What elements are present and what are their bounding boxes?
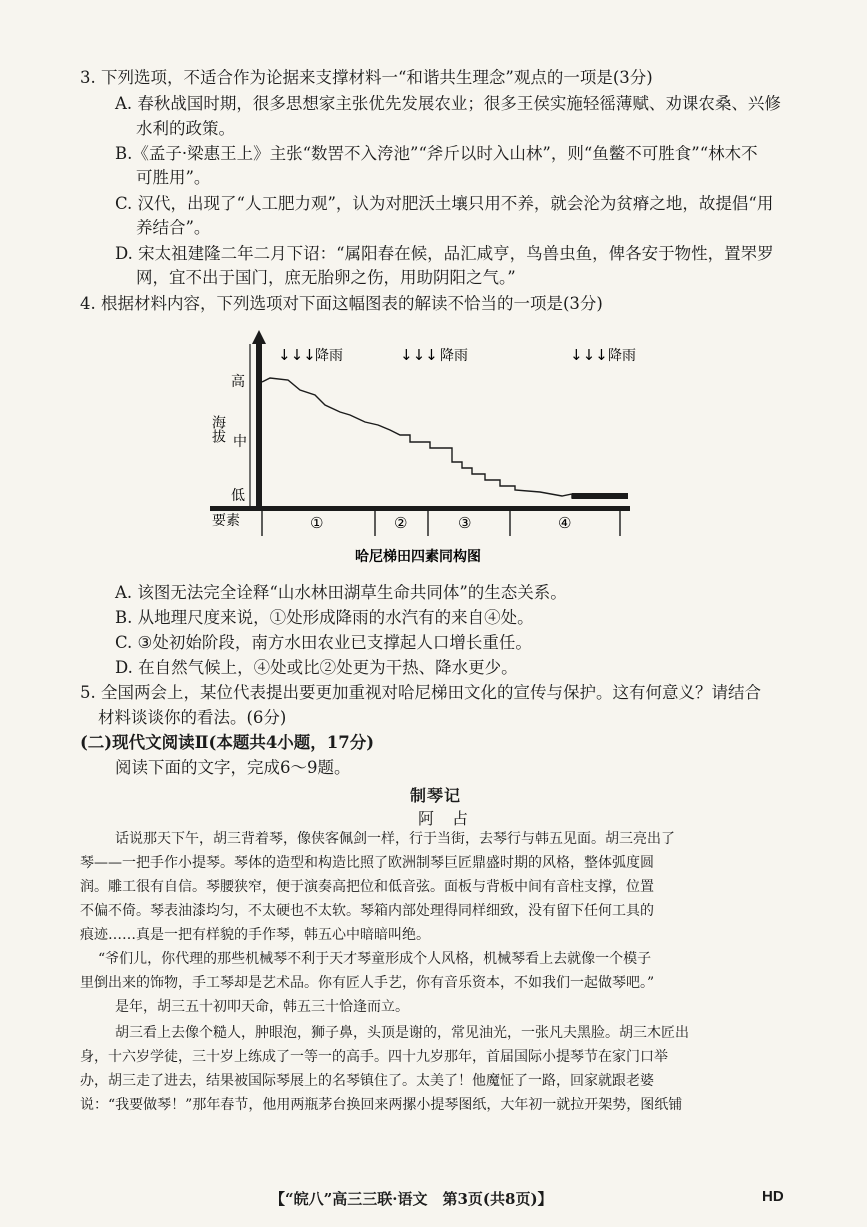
zone-4: ④ [558, 514, 572, 532]
q5-stem-cont: 材料谈谈你的看法。(6分) [98, 708, 287, 727]
story-line: 身，十六岁学徒，三十岁上练成了一等一的高手。四十九岁那年，首届国际小提琴节在家门口举 [80, 1049, 668, 1065]
story-line: 是年，胡三五十初叩天命，韩五三十恰逢而立。 [115, 999, 409, 1015]
story-line: 里倒出来的饰物，手工琴却是艺术品。你有匠人手艺，你有音乐资本，不如我们一起做琴吧。” [80, 975, 655, 991]
zone-1: ① [310, 514, 324, 532]
y-tick-high: 高 [231, 374, 245, 390]
story-line: 说：“我要做琴！”那年春节，他用两瓶茅台换回来两摞小提琴图纸，大年初一就拉开架势，图纸铺 [80, 1097, 683, 1113]
q3-option-b-cont: 可胜用”。 [136, 168, 211, 187]
page-footer: 【“皖八”高三三联·语文 第3页(共8页)】 [270, 1190, 553, 1208]
rain-arrows-2: ↓↓↓ [400, 346, 438, 364]
q4-stem: 4. 根据材料内容，下列选项对下面这幅图表的解读不恰当的一项是(3分) [80, 294, 603, 313]
x-axis-label: 要素 [212, 513, 240, 529]
y-tick-mid: 中 [233, 434, 247, 450]
story-line: 话说那天下午，胡三背着琴，像侠客佩剑一样，行于当街，去琴行与韩五见面。胡三亮出了 [115, 831, 675, 847]
story-line: 琴——一把手作小提琴。琴体的造型和构造比照了欧洲制琴巨匠鼎盛时期的风格，整体弧度圆 [80, 855, 654, 871]
rain-arrows-3: ↓↓↓ [570, 346, 608, 364]
story-line: 润。雕工很有自信。琴腰狭窄，便于演奏高把位和低音弦。面板与背板中间有音柱支撑，位置 [80, 879, 654, 895]
q3-option-a: A. 春秋战国时期，很多思想家主张优先发展农业；很多王侯实施轻徭薄赋、劝课农桑、兴修 [115, 94, 781, 113]
section-heading: (二)现代文阅读Ⅱ(本题共4小题，17分) [80, 733, 375, 752]
zone-2: ② [394, 514, 408, 532]
q3-option-c: C. 汉代，出现了“人工肥力观”，认为对肥沃土壤只用不养，就会沦为贫瘠之地，故提倡“用 [115, 194, 774, 213]
q4-option-c: C. ③处初始阶段，南方水田农业已支撑起人口增长重任。 [115, 633, 532, 652]
story-line: 痕迹……真是一把有样貌的手作琴，韩五心中暗暗叫绝。 [80, 927, 430, 943]
story-line: 办，胡三走了进去，结果被国际琴展上的名琴镇住了。太美了！他魔怔了一路，回家就跟老婆 [80, 1073, 654, 1089]
y-tick-low: 低 [231, 488, 245, 504]
rain-label-2: 降雨 [440, 348, 468, 364]
story-author: 阿 占 [418, 809, 470, 828]
story-line: 胡三看上去像个糙人，肿眼泡，狮子鼻，头顶是谢的，常见油光，一张凡夫黑脸。胡三木匠出 [115, 1025, 689, 1041]
q4-option-d: D. 在自然气候上，④处或比②处更为干热、降水更少。 [115, 658, 518, 677]
story-line: “爷们儿，你代理的那些机械琴不利于天才琴童形成个人风格，机械琴看上去就像一个模子 [98, 951, 652, 967]
q3-option-b: B.《孟子·梁惠王上》主张“数罟不入洿池”“斧斤以时入山林”，则“鱼鳖不可胜食”“林木不 [115, 144, 758, 163]
q3-stem: 3. 下列选项，不适合作为论据来支撑材料一“和谐共生理念”观点的一项是(3分) [80, 68, 653, 87]
q3-option-d-cont: 网，宜不出于国门，庶无胎卵之伤，用助阴阳之气。” [136, 268, 516, 287]
story-line: 不偏不倚。琴表油漆均匀，不太硬也不太软。琴箱内部处理得同样细致，没有留下任何工具的 [80, 903, 654, 919]
y-axis-arrow [252, 330, 266, 344]
q3-option-c-cont: 养结合”。 [136, 218, 211, 237]
q3-option-a-cont: 水利的政策。 [136, 119, 235, 138]
y-axis [256, 340, 262, 510]
q5-stem: 5. 全国两会上，某位代表提出要更加重视对哈尼梯田文化的宣传与保护。这有何意义？请结合 [80, 683, 761, 702]
section-instruction: 阅读下面的文字，完成6～9题。 [115, 758, 351, 777]
terrace-diagram [200, 330, 640, 570]
terrain-line [262, 378, 580, 498]
story-title: 制琴记 [410, 786, 462, 805]
zone-3: ③ [458, 514, 472, 532]
diagram-caption: 哈尼梯田四素同构图 [355, 549, 481, 565]
rain-label-1: 降雨 [315, 348, 343, 364]
footer-code: HD [762, 1188, 784, 1205]
x-axis [210, 506, 630, 511]
y-axis-label: 海拔 [210, 415, 226, 443]
rain-arrows-1: ↓↓↓ [278, 346, 316, 364]
rain-label-3: 降雨 [608, 348, 636, 364]
q4-option-a: A. 该图无法完全诠释“山水林田湖草生命共同体”的生态关系。 [115, 583, 567, 602]
q3-option-d: D. 宋太祖建隆二年二月下诏：“属阳春在候，品汇咸亨，鸟兽虫鱼，俾各安于物性，置罘罗 [115, 244, 774, 263]
q4-option-b: B. 从地理尺度来说，①处形成降雨的水汽有的来自④处。 [115, 608, 534, 627]
